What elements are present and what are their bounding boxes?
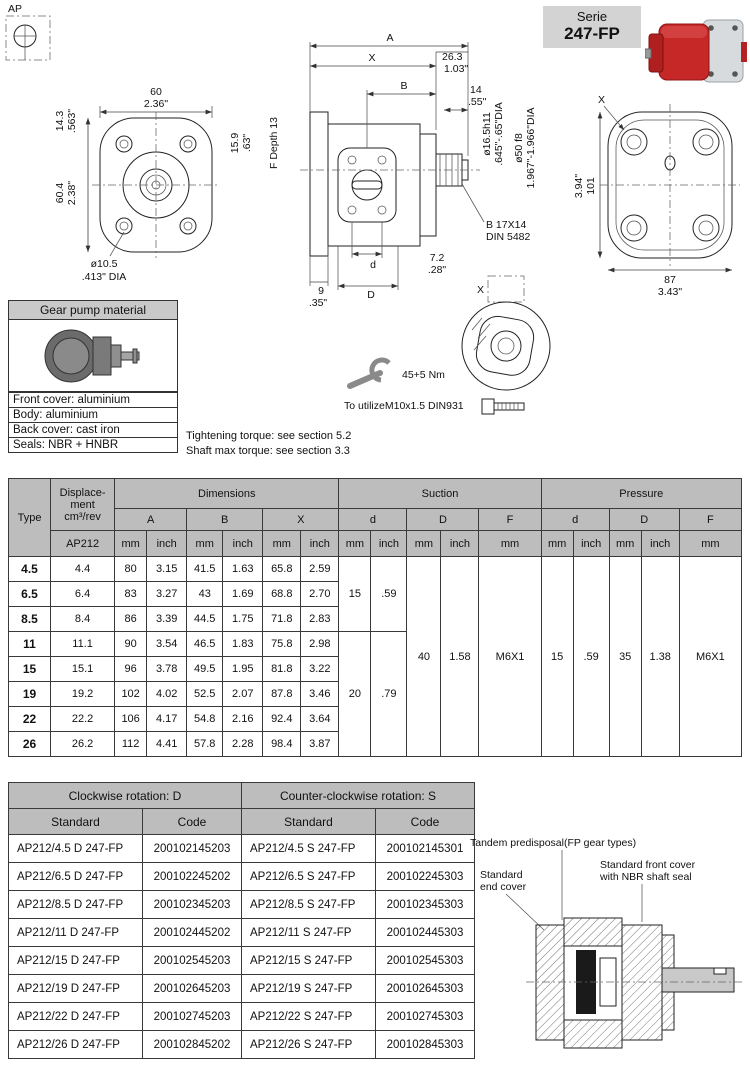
table-row <box>9 975 475 1003</box>
series-label: Serie <box>576 9 608 24</box>
cell: 3.15 <box>147 557 187 582</box>
torque-label: 45+5 Nm <box>402 369 445 381</box>
detail-x-drawing <box>462 276 550 390</box>
cell: F <box>679 509 741 531</box>
cell: .59 <box>573 557 609 757</box>
cell: mm <box>407 531 441 557</box>
pump-silhouette <box>33 325 153 387</box>
cell: mm <box>541 531 573 557</box>
cell: AP212/15 S 247-FP <box>242 947 376 975</box>
order-codes-table <box>8 782 475 1059</box>
cell: 3.27 <box>147 582 187 607</box>
series-model: 247-FP <box>564 24 620 43</box>
dim-label: 60 <box>150 86 162 98</box>
dim-label: X <box>477 284 485 296</box>
dim-label: 60.4 <box>54 182 66 204</box>
cell: 200102745203 <box>143 1003 242 1031</box>
cell: 200102645303 <box>376 975 475 1003</box>
cell: 43 <box>187 582 223 607</box>
dim-label: 7.2 <box>429 252 445 264</box>
dim-label: 14.3 <box>54 110 66 132</box>
cell: 2.59 <box>301 557 339 582</box>
cell: 4.41 <box>147 732 187 757</box>
cell: 1.95 <box>223 657 263 682</box>
table-header-row <box>9 809 475 835</box>
dim-label: ø16.5h11 <box>481 112 493 156</box>
cell: 3.22 <box>301 657 339 682</box>
cell: d <box>339 509 407 531</box>
cell: 200102845202 <box>143 1031 242 1059</box>
cell: 86 <box>115 607 147 632</box>
dim-label: F Depth 13 <box>268 117 280 169</box>
displacement-header <box>51 479 115 531</box>
cell: AP212 <box>51 531 115 557</box>
cell: A <box>115 509 187 531</box>
cell: mm <box>115 531 147 557</box>
table-header-row <box>9 509 742 531</box>
tandem-title: Tandem predisposal(FP gear types) <box>470 837 637 849</box>
cell: 20 <box>339 632 371 757</box>
cell: Standard <box>242 809 376 835</box>
table-row <box>9 863 475 891</box>
wrench-icon <box>350 360 389 386</box>
cell: D <box>407 509 479 531</box>
cell: 200102745303 <box>376 1003 475 1031</box>
material-box <box>8 300 178 453</box>
cell: AP212/19 D 247-FP <box>9 975 143 1003</box>
bolt-note-label: To utilizeM10x1.5 DIN931 <box>344 400 464 412</box>
cell: 200102345303 <box>376 891 475 919</box>
cell: AP212/22 S 247-FP <box>242 1003 376 1031</box>
dim-label: A <box>386 32 394 44</box>
dim-label: .645"-.65"DIA <box>493 102 505 166</box>
cell: 44.5 <box>187 607 223 632</box>
cell: 200102645203 <box>143 975 242 1003</box>
cell: M6X1 <box>679 557 741 757</box>
type-header: Type <box>9 479 51 557</box>
dim-label: DIN 5482 <box>486 231 531 243</box>
dim-label: ø10.5 <box>90 258 118 270</box>
dim-label: 15.9 <box>229 132 241 154</box>
ap-symbol <box>6 3 50 60</box>
cell: 4.02 <box>147 682 187 707</box>
cell: 15.1 <box>51 657 115 682</box>
cell: 54.8 <box>187 707 223 732</box>
cell: cm³/rev <box>64 510 101 523</box>
side-view-drawing <box>268 32 537 309</box>
material-front-cover: Front cover: aluminium <box>9 392 177 407</box>
cell: M6X1 <box>479 557 541 757</box>
cell: AP212/11 D 247-FP <box>9 919 143 947</box>
cell: 2.83 <box>301 607 339 632</box>
dim-label: 9 <box>318 285 324 297</box>
dim-label: .63" <box>241 133 253 153</box>
cell: 4.4 <box>51 557 115 582</box>
material-seals: Seals: NBR + HNBR <box>9 437 177 452</box>
cell: AP212/19 S 247-FP <box>242 975 376 1003</box>
counter-clockwise-header: Counter-clockwise rotation: S <box>242 783 475 809</box>
cell: 83 <box>115 582 147 607</box>
cell: AP212/8.5 D 247-FP <box>9 891 143 919</box>
shaft-torque-note: Shaft max torque: see section 3.3 <box>186 445 350 457</box>
cell: mm <box>479 531 541 557</box>
dimensions-table <box>8 478 742 757</box>
cell: AP212/26 D 247-FP <box>9 1031 143 1059</box>
cell: 87.8 <box>263 682 301 707</box>
cell: 6.4 <box>51 582 115 607</box>
cell: Standard <box>9 809 143 835</box>
series-badge <box>543 6 641 48</box>
cell: 4.5 <box>9 557 51 582</box>
table-row <box>9 1003 475 1031</box>
cell: 200102245303 <box>376 863 475 891</box>
cell: inch <box>301 531 339 557</box>
dim-label: d <box>370 259 376 271</box>
cell: 90 <box>115 632 147 657</box>
cell: 200102445202 <box>143 919 242 947</box>
table-row <box>9 919 475 947</box>
dim-label: D <box>367 289 375 301</box>
cell: 35 <box>609 557 641 757</box>
end-cover-label-2: end cover <box>480 881 527 893</box>
cell: d <box>541 509 609 531</box>
bolt-icon <box>482 399 524 414</box>
dim-label: .413" DIA <box>81 271 127 283</box>
cell: 65.8 <box>263 557 301 582</box>
cell: inch <box>223 531 263 557</box>
cell: 3.64 <box>301 707 339 732</box>
cell: 8.4 <box>51 607 115 632</box>
dim-label: ø50 f8 <box>513 133 525 163</box>
cell: 80 <box>115 557 147 582</box>
cell: Displace- <box>59 486 106 499</box>
cell: 2.98 <box>301 632 339 657</box>
clockwise-header: Clockwise rotation: D <box>9 783 242 809</box>
ap-symbol-label: AP <box>8 3 23 15</box>
cell: mm <box>263 531 301 557</box>
material-box-title: Gear pump material <box>9 301 177 320</box>
cell: 11 <box>9 632 51 657</box>
dim-label: .35" <box>308 297 328 309</box>
cell: 26.2 <box>51 732 115 757</box>
cell: inch <box>147 531 187 557</box>
cell: 3.78 <box>147 657 187 682</box>
cell: 15 <box>339 557 371 632</box>
cell: 3.46 <box>301 682 339 707</box>
dim-label: .563" <box>66 108 78 134</box>
suction-header: Suction <box>339 479 541 509</box>
cell: 81.8 <box>263 657 301 682</box>
cell: 57.8 <box>187 732 223 757</box>
cell: D <box>609 509 679 531</box>
material-back-cover: Back cover: cast iron <box>9 422 177 437</box>
cell: 1.38 <box>641 557 679 757</box>
cell: 4.17 <box>147 707 187 732</box>
tightening-torque-note: Tightening torque: see section 5.2 <box>186 430 352 442</box>
table-row <box>9 1031 475 1059</box>
cell: mm <box>187 531 223 557</box>
cell: 1.58 <box>441 557 479 757</box>
end-cover-label-1: Standard <box>480 869 523 881</box>
cell: 1.83 <box>223 632 263 657</box>
dim-label: 101 <box>585 177 597 195</box>
cell: 2.07 <box>223 682 263 707</box>
cell: 1.75 <box>223 607 263 632</box>
cell: 200102545203 <box>143 947 242 975</box>
cell: 2.16 <box>223 707 263 732</box>
cell: 92.4 <box>263 707 301 732</box>
cell: 22 <box>9 707 51 732</box>
table-header-row <box>9 531 742 557</box>
dim-label: .55" <box>468 96 487 108</box>
cell: X <box>263 509 339 531</box>
cell: mm <box>609 531 641 557</box>
cell: 96 <box>115 657 147 682</box>
cell: AP212/11 S 247-FP <box>242 919 376 947</box>
cell: 41.5 <box>187 557 223 582</box>
front-cover-label-2: with NBR shaft seal <box>600 871 692 883</box>
dim-label: 2.36" <box>143 98 169 110</box>
dim-label: X <box>598 94 606 106</box>
cell: 15 <box>541 557 573 757</box>
cell: F <box>479 509 541 531</box>
tandem-cross-section <box>466 830 750 1066</box>
cell: inch <box>573 531 609 557</box>
dim-label: 1.03" <box>444 63 469 75</box>
cell: inch <box>641 531 679 557</box>
cell: 200102845303 <box>376 1031 475 1059</box>
dim-label: 87 <box>664 274 676 286</box>
cell: 2.70 <box>301 582 339 607</box>
dim-label: B <box>400 80 408 92</box>
cell: B <box>187 509 263 531</box>
pressure-header: Pressure <box>541 479 741 509</box>
torque-notes <box>186 429 351 459</box>
front-cover-label-1: Standard front cover <box>600 859 696 871</box>
cell: 75.8 <box>263 632 301 657</box>
dimensions-header: Dimensions <box>115 479 339 509</box>
material-body: Body: aluminium <box>9 407 177 422</box>
cell: 11.1 <box>51 632 115 657</box>
dim-label: 14 <box>470 84 482 96</box>
cell: 2.28 <box>223 732 263 757</box>
dim-label: 3.94" <box>573 173 585 199</box>
cell: 19.2 <box>51 682 115 707</box>
cell: 1.69 <box>223 582 263 607</box>
cell: 15 <box>9 657 51 682</box>
cell: mm <box>679 531 741 557</box>
cell: 200102345203 <box>143 891 242 919</box>
dim-label: 3.43" <box>657 286 683 298</box>
cell: 3.87 <box>301 732 339 757</box>
cell: ment <box>70 498 95 511</box>
cell: Code <box>376 809 475 835</box>
table-row <box>9 835 475 863</box>
pump-product-image <box>645 8 747 94</box>
cell: 98.4 <box>263 732 301 757</box>
cell: 40 <box>407 557 441 757</box>
cell: 22.2 <box>51 707 115 732</box>
cell: 68.8 <box>263 582 301 607</box>
cell: 1.63 <box>223 557 263 582</box>
dim-label: .28" <box>427 264 447 276</box>
table-row <box>9 557 742 582</box>
cell: 46.5 <box>187 632 223 657</box>
cell: inch <box>371 531 407 557</box>
cell: AP212/4.5 D 247-FP <box>9 835 143 863</box>
table-header-row <box>9 479 742 509</box>
cell: AP212/4.5 S 247-FP <box>242 835 376 863</box>
cell: AP212/22 D 247-FP <box>9 1003 143 1031</box>
front-view-drawing <box>54 86 253 283</box>
table-row <box>9 891 475 919</box>
table-header-row <box>9 783 475 809</box>
cell: 19 <box>9 682 51 707</box>
cell: 8.5 <box>9 607 51 632</box>
dim-label: 2.38" <box>66 180 78 206</box>
cell: 200102145203 <box>143 835 242 863</box>
cell: 200102145301 <box>376 835 475 863</box>
cell: AP212/8.5 S 247-FP <box>242 891 376 919</box>
cell: 200102445303 <box>376 919 475 947</box>
dim-label: B 17X14 <box>486 219 527 231</box>
cell: 102 <box>115 682 147 707</box>
cell: mm <box>339 531 371 557</box>
cell: 200102245202 <box>143 863 242 891</box>
cell: 3.39 <box>147 607 187 632</box>
table-row <box>9 947 475 975</box>
cell: 49.5 <box>187 657 223 682</box>
dim-label: 26.3 <box>442 51 463 63</box>
cell: AP212/26 S 247-FP <box>242 1031 376 1059</box>
cell: .59 <box>371 557 407 632</box>
cell: AP212/6.5 S 247-FP <box>242 863 376 891</box>
dim-label: 1.967"-1.966"DIA <box>525 107 537 189</box>
dim-label: X <box>368 52 376 64</box>
cell: 71.8 <box>263 607 301 632</box>
cell: 3.54 <box>147 632 187 657</box>
cell: 200102545303 <box>376 947 475 975</box>
cell: AP212/15 D 247-FP <box>9 947 143 975</box>
cell: Code <box>143 809 242 835</box>
material-box-image <box>9 320 177 392</box>
cell: inch <box>441 531 479 557</box>
cell: 26 <box>9 732 51 757</box>
cross-section-drawing <box>526 918 742 1048</box>
cell: AP212/6.5 D 247-FP <box>9 863 143 891</box>
cell: 106 <box>115 707 147 732</box>
cell: 6.5 <box>9 582 51 607</box>
cell: 52.5 <box>187 682 223 707</box>
cell: 112 <box>115 732 147 757</box>
back-view-drawing <box>573 94 740 298</box>
cell: .79 <box>371 632 407 757</box>
